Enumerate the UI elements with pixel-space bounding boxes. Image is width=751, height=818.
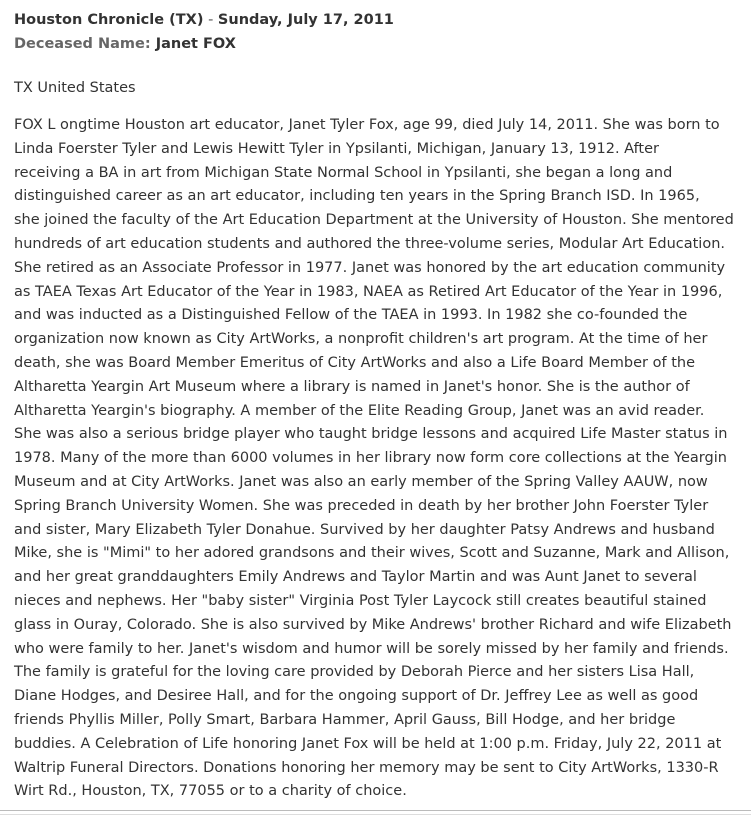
header-separator: - [203, 12, 218, 28]
obituary-text [14, 114, 734, 804]
bottom-divider-shadow [0, 814, 751, 815]
obituary-line: She was also a serious bridge player who taught bridge lessons and acquired Life Master status in [14, 426, 728, 443]
bottom-divider [0, 810, 751, 811]
deceased-name: Janet FOX [155, 36, 236, 52]
obituary-line: Spring Branch University Women. She was preceded in death by her brother John Foerster Tyler [14, 497, 709, 514]
obituary-line: organization now known as City ArtWorks, a nonprofit children's art program. At the time of her [14, 331, 708, 348]
deceased-label: Deceased Name: [14, 36, 151, 52]
deceased-header [14, 32, 714, 56]
obituary-line: and sister, Mary Elizabeth Tyler Donahue. Survived by her daughter Patsy Andrews and husband [14, 521, 715, 538]
location-text: TX United States [14, 80, 136, 96]
obituary-line: Wirt Rd., Houston, TX, 77055 or to a charity of choice. [14, 783, 407, 800]
obituary-page [14, 8, 734, 804]
obituary-line: Museum and at City ArtWorks. Janet was also an early member of the Spring Valley AAUW, now [14, 473, 708, 490]
obituary-line: She retired as an Associate Professor in 1977. Janet was honored by the art education community [14, 259, 726, 276]
obituary-line: nieces and nephews. Her "baby sister" Virginia Post Tyler Laycock still creates beautiful stained [14, 592, 707, 609]
publication-name: Houston Chronicle (TX) [14, 12, 204, 28]
obituary-line: The family is grateful for the loving care provided by Deborah Pierce and her sisters Lisa Hall, [14, 664, 695, 681]
obituary-line: glass in Ouray, Colorado. She is also survived by Mike Andrews' brother Richard and wife Elizabeth [14, 616, 732, 633]
obituary-line: Linda Foerster Tyler and Lewis Hewitt Tyler in Ypsilanti, Michigan, January 13, 1912. After [14, 140, 660, 157]
obituary-line: Altharetta Yeargin Art Museum where a library is named in Janet's honor. She is the author of [14, 378, 690, 395]
obituary-line: friends Phyllis Miller, Polly Smart, Barbara Hammer, April Gauss, Bill Hodge, and her bridge [14, 711, 676, 728]
obituary-line: 1978. Many of the more than 6000 volumes in her library now form core collections at the Yeargin [14, 450, 727, 467]
obituary-line: Diane Hodges, and Desiree Hall, and for the ongoing support of Dr. Jeffrey Lee as well as good [14, 688, 699, 705]
obituary-line: FOX L ongtime Houston art educator, Janet Tyler Fox, age 99, died July 14, 2011. She was born to [14, 117, 720, 133]
obituary-line: and was inducted as a Distinguished Fellow of the TAEA in 1993. In 1982 she co-founded the [14, 307, 688, 324]
obituary-line: who were family to her. Janet's wisdom and humor will be sorely missed by her family and friends. [14, 640, 729, 657]
obituary-line: and her great granddaughters Emily Andrews and Taylor Martin and was Aunt Janet to several [14, 569, 697, 586]
obituary-line: Altharetta Yeargin's biography. A member of the Elite Reading Group, Janet was an avid reader. [14, 402, 705, 419]
obituary-line: death, she was Board Member Emeritus of City ArtWorks and also a Life Board Member of the [14, 354, 695, 371]
obituary-line: receiving a BA in art from Michigan State Normal School in Ypsilanti, she began a long and [14, 164, 673, 181]
obituary-line: Mike, she is "Mimi" to her adored grandsons and their wives, Scott and Suzanne, Mark and Allison, [14, 545, 730, 562]
publication-header [14, 8, 714, 32]
obituary-line: hundreds of art education students and authored the three-volume series, Modular Art Education. [14, 235, 725, 252]
obituary-line: Waltrip Funeral Directors. Donations honoring her memory may be sent to City ArtWorks, 1330-R [14, 759, 719, 776]
obituary-line: as TAEA Texas Art Educator of the Year in 1983, NAEA as Retired Art Educator of the Year in 1996, [14, 283, 723, 300]
obituary-line: she joined the faculty of the Art Education Department at the University of Houston. She mentored [14, 212, 734, 229]
obituary-line: buddies. A Celebration of Life honoring Janet Fox will be held at 1:00 p.m. Friday, July 22, 2011 at [14, 735, 722, 752]
publication-date: Sunday, July 17, 2011 [217, 12, 394, 28]
obituary-line: distinguished career as an art educator, including ten years in the Spring Branch ISD. In 1965, [14, 188, 700, 205]
